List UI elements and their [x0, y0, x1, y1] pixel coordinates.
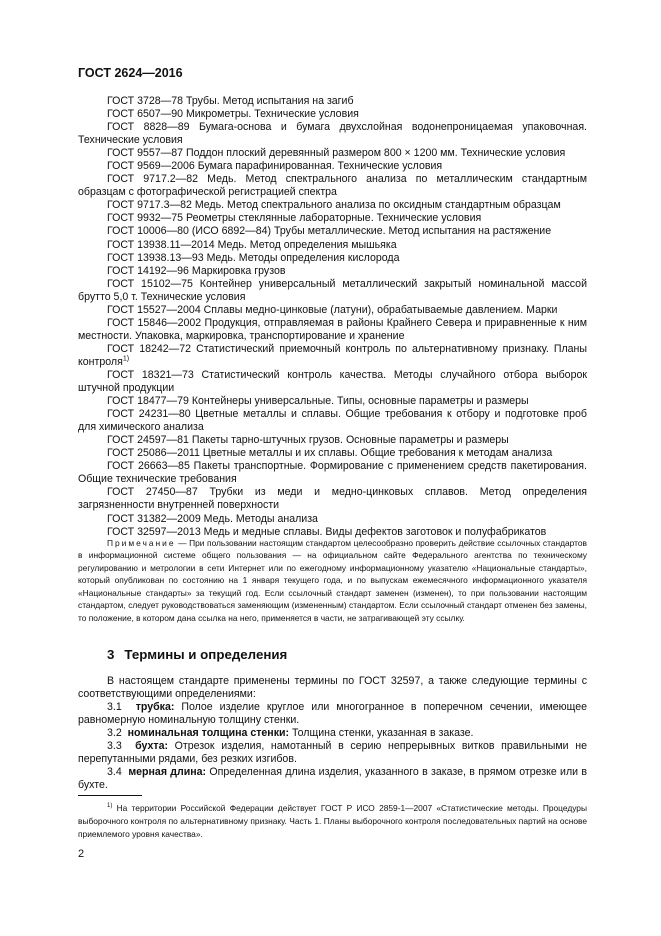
reference-entry	[78, 317, 587, 343]
reference-text: ГОСТ 3728—78 Трубы. Метод испытания на загиб	[107, 95, 354, 107]
reference-text: ГОСТ 14192—96 Маркировка грузов	[107, 264, 286, 277]
reference-text: ГОСТ 18321—73 Статистический контроль качества. Методы случайного отбора выборок штучной продукции	[78, 368, 587, 395]
footnote-text: На территории Российской Федерации действует ГОСТ Р ИСО 2859-1—2007 «Статистические методы. Процедуры выборочного контроля по альтернативному признаку. Часть 1. Планы выборочного контроля последовательных партий на основе приемлемого уровня качества».	[78, 803, 587, 839]
term-name: номинальная толщина стенки:	[127, 727, 290, 740]
reference-text: ГОСТ 13938.11—2014 Медь. Метод определения мышьяка	[107, 238, 397, 251]
term-number: 3.4	[107, 766, 122, 779]
section-number: 3	[107, 647, 115, 662]
reference-text: ГОСТ 18477—79 Контейнеры универсальные. Типы, основные параметры и размеры	[107, 395, 529, 408]
reference-entry	[78, 225, 587, 238]
reference-entry	[78, 434, 587, 447]
reference-text: ГОСТ 26663—85 Пакеты транспортные. Формирование с применением средств пакетирования. Общие технические требования	[78, 460, 587, 486]
reference-text: ГОСТ 31382—2009 Медь. Методы анализа	[107, 512, 318, 525]
reference-text: ГОСТ 15527—2004 Сплавы медно-цинковые (латуни), обрабатываемые давлением. Марки	[107, 303, 558, 316]
reference-entry	[78, 121, 587, 147]
reference-entry	[78, 95, 587, 108]
reference-text: ГОСТ 8828—89 Бумага-основа и бумага двухслойная водонепроницаемая упаковочная. Технические условия	[78, 121, 587, 147]
normative-references-list	[78, 95, 587, 539]
term-text: Полое изделие круглое или многогранное в поперечном сечении, имеющее равномерную номинальную толщину стенки.	[78, 701, 588, 727]
reference-entry	[78, 212, 587, 225]
reference-entry	[78, 513, 587, 526]
reference-text: ГОСТ 32597—2013 Медь и медные сплавы. Виды дефектов заготовок и полуфабрикатов	[107, 525, 547, 538]
reference-text: ГОСТ 10006—80 (ИСО 6892—84) Трубы металлические. Метод испытания на растяжение	[107, 225, 552, 238]
term-number: 3.1	[107, 701, 122, 714]
term-text: Определенная длина изделия, указанного в заказе, в прямом отрезке или в бухте.	[78, 766, 587, 792]
note-text: — При пользовании настоящим стандартом целесообразно проверить действие ссылочных стандартов в информационной системе общего пользования — на официальном сайте Федерального агентства по техническому регулированию и метрологии в сети Интернет или по ежегодному информационному указателю «Национальные стандарты», который опубликован по состоянию на 1 января текущего года, и по выпускам ежемесячного информационного указателя «Национальные стандарты» за текущий год. Если ссылочный стандарт заменен (изменен), то при пользовании настоящим стандартом, следует руководствоваться заменяющим (измененным) стандартом. Если ссылочный стандарт отменен без замены, то положение, в котором дана ссылка на него, применяется в части, не затрагивающей эту ссылку.	[78, 538, 587, 623]
reference-text: ГОСТ 15846—2002 Продукция, отправляемая в районы Крайнего Севера и приравненные к ним местности. Упаковка, маркировка, транспортирование и хранение	[78, 316, 587, 342]
reference-entry	[78, 304, 587, 317]
term-number: 3.2	[107, 727, 122, 740]
reference-entry	[78, 343, 587, 369]
term-name: бухта:	[135, 740, 168, 753]
reference-text: ГОСТ 6507—90 Микрометры. Технические условия	[107, 108, 359, 121]
reference-entry	[78, 265, 587, 278]
reference-text: ГОСТ 24597—81 Пакеты тарно-штучных грузов. Основные параметры и размеры	[107, 434, 509, 447]
page-number: 2	[78, 848, 85, 860]
reference-text: ГОСТ 25086—2011 Цветные металлы и их сплавы. Общие требования к методам анализа	[107, 447, 553, 460]
section-body	[78, 675, 587, 792]
section-title: Термины и определения	[124, 647, 288, 662]
reference-text: ГОСТ 9717.3—82 Медь. Метод спектрального анализа по оксидным стандартным образцам	[107, 199, 561, 212]
footnote-ref-marker: 1)	[122, 355, 130, 363]
reference-entry	[78, 108, 587, 121]
reference-entry	[78, 252, 587, 265]
section-intro: В настоящем стандарте применены термины по ГОСТ 32597, а также следующие термины с соответствующими определениями:	[78, 675, 587, 701]
reference-entry	[78, 147, 587, 160]
term-definition	[78, 740, 587, 766]
reference-entry	[78, 278, 587, 304]
reference-entry	[78, 173, 587, 199]
reference-text: ГОСТ 15102—75 Контейнер универсальный металлический закрытый номинальной массой брутто 5,0 т. Технические условия	[78, 277, 587, 303]
term-number: 3.3	[107, 740, 122, 753]
term-name: мерная длина:	[128, 766, 207, 779]
note-label: Примечание	[107, 538, 176, 548]
document-header: ГОСТ 2624—2016	[78, 66, 183, 80]
footnote	[78, 802, 587, 840]
reference-text: ГОСТ 13938.13—93 Медь. Методы определения кислорода	[107, 251, 400, 264]
reference-entry	[78, 395, 587, 408]
reference-entry	[78, 369, 587, 395]
reference-text: ГОСТ 27450—87 Трубки из меди и медно-цинковых сплавов. Метод определения загрязненности внутренней поверхности	[78, 486, 587, 512]
reference-entry	[78, 160, 587, 173]
reference-entry	[78, 460, 587, 486]
reference-text: ГОСТ 24231—80 Цветные металлы и сплавы. Общие требования к отбору и подготовке проб для химического анализа	[78, 408, 587, 434]
reference-entry	[78, 199, 587, 212]
reference-text: ГОСТ 9717.2—82 Медь. Метод спектрального анализа по металлическим стандартным образцам с фотографической регистрацией спектра	[78, 173, 587, 199]
reference-text: ГОСТ 18242—72 Статистический приемочный контроль по альтернативному признаку. Планы контроля	[78, 342, 587, 368]
reference-entry	[78, 486, 587, 512]
term-text: Отрезок изделия, намотанный в серию непрерывных витков правильными не перепутанными рядами, без резких изгибов.	[78, 740, 587, 766]
footnote-divider	[78, 795, 142, 796]
term-definition	[78, 766, 587, 792]
reference-entry	[78, 447, 587, 460]
section-heading	[107, 647, 287, 662]
reference-text: ГОСТ 9932—75 Реометры стеклянные лабораторные. Технические условия	[107, 212, 482, 225]
footnote-marker: 1)	[107, 803, 113, 810]
reference-text: ГОСТ 9569—2006 Бумага парафинированная. Технические условия	[107, 160, 443, 173]
term-definition	[78, 701, 587, 727]
reference-text: ГОСТ 9557—87 Поддон плоский деревянный размером 800 × 1200 мм. Технические условия	[107, 147, 566, 160]
term-definition	[78, 727, 587, 740]
term-name: трубка:	[135, 701, 175, 714]
reference-entry	[78, 239, 587, 252]
reference-entry	[78, 408, 587, 434]
references-note	[78, 537, 587, 624]
term-text: Толщина стенки, указанная в заказе.	[289, 727, 474, 740]
